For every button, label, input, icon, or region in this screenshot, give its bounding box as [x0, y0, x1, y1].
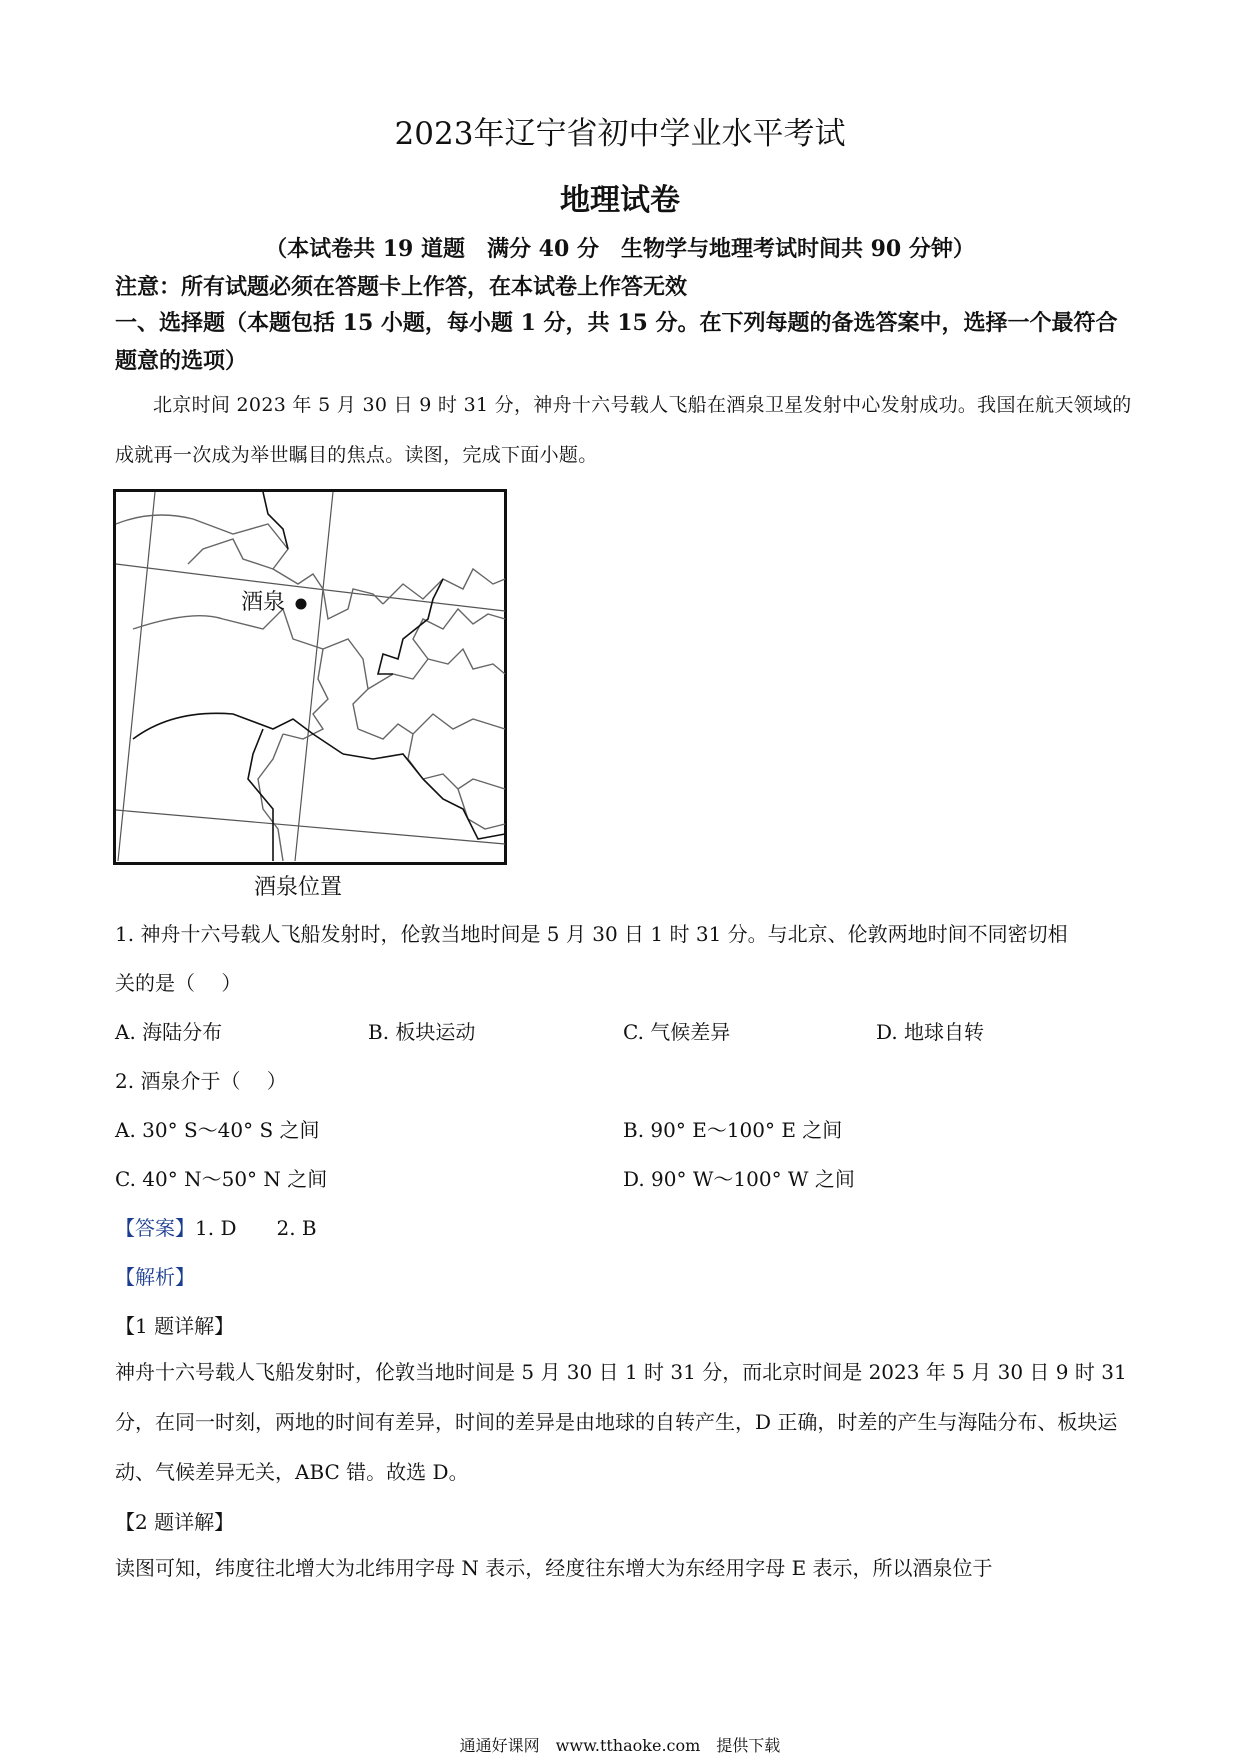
answer-label: 【答案】 — [115, 1216, 195, 1240]
q2-option-d: D. 90° W～100° W 之间 — [623, 1167, 855, 1191]
q1-stem-line1: 1. 神舟十六号载人飞船发射时，伦敦当地时间是 5 月 30 日 1 时 31 分。与北京、伦敦两地时间不同密切相 — [115, 922, 1068, 946]
section-heading: 一、选择题（本题包括 15 小题，每小题 1 分，共 15 分。在下列每题的备选答案中，选择一个最符合题意的选项） — [115, 310, 1118, 374]
q2-option-a: A. 30° S～40° S 之间 — [115, 1118, 320, 1142]
q1-option-b: B. 板块运动 — [368, 1020, 476, 1044]
map-caption: 酒泉位置 — [254, 875, 343, 900]
detail1-label: 【1 题详解】 — [115, 1314, 235, 1338]
exam-notice: 注意：所有试题必须在答题卡上作答，在本试卷上作答无效 — [115, 274, 688, 300]
detail2-label: 【2 题详解】 — [115, 1510, 235, 1534]
detail1-text: 神舟十六号载人飞船发射时，伦敦当地时间是 5 月 30 日 1 时 31 分，而北京时间是 2023 年 5 月 30 日 9 时 31 分，在同一时刻，两地的时间有差异，时间的差异是由地球的自转产生，D 正确，时差的产生与海陆分布、板块运动、气候差异无关，ABC 错。故选 D。 — [115, 1360, 1127, 1484]
q1-option-d: D. 地球自转 — [876, 1020, 985, 1044]
answer-line — [115, 1212, 317, 1241]
q2-option-b: B. 90° E～100° E 之间 — [623, 1118, 843, 1142]
q2-stem: 2. 酒泉介于（ ） — [115, 1069, 287, 1093]
q1-option-c: C. 气候差异 — [623, 1020, 731, 1044]
exam-subtitle: 地理试卷 — [560, 183, 680, 218]
answer-value: 1. D 2. B — [195, 1216, 317, 1240]
exam-info: （本试卷共 19 道题 满分 40 分 生物学与地理考试时间共 90 分钟） — [265, 236, 975, 262]
analysis-label: 【解析】 — [115, 1265, 195, 1289]
q2-option-c: C. 40° N～50° N 之间 — [115, 1167, 328, 1191]
detail2-text: 读图可知，纬度往北增大为北纬用字母 N 表示，经度往东增大为东经用字母 E 表示，所以酒泉位于 — [115, 1556, 993, 1580]
exam-title: 2023年辽宁省初中学业水平考试 — [394, 116, 846, 152]
q1-option-a: A. 海陆分布 — [115, 1020, 223, 1044]
jiuquan-map — [113, 489, 507, 865]
intro-paragraph: 北京时间 2023 年 5 月 30 日 9 时 31 分，神舟十六号载人飞船在酒泉卫星发射中心发射成功。我国在航天领域的成就再一次成为举世瞩目的焦点。读图，完成下面小题。 — [115, 394, 1132, 466]
map-label-jiuquan: 酒泉 — [241, 590, 286, 615]
page-footer: 通通好课网 www.tthaoke.com 提供下载 — [459, 1736, 781, 1755]
jiuquan-point — [296, 599, 307, 610]
q1-stem-line2: 关的是（ ） — [115, 971, 242, 995]
